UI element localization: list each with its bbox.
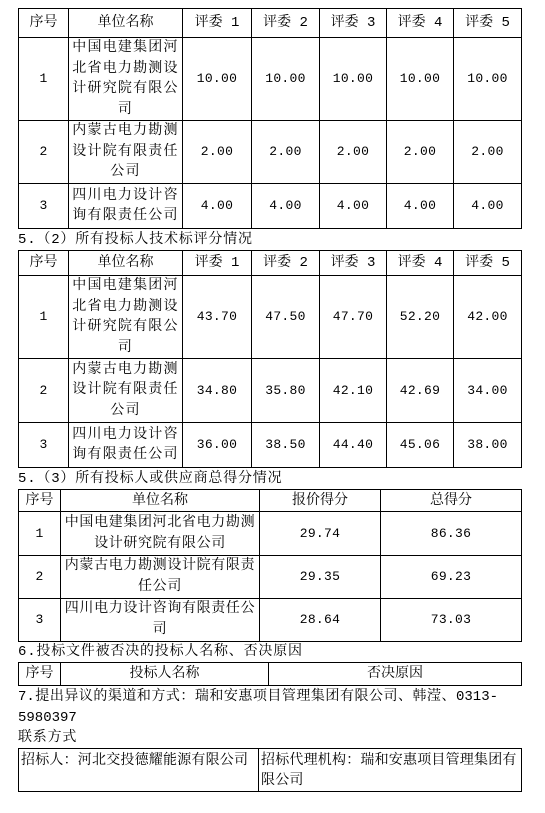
judge-score-table-2 (18, 250, 522, 468)
header-cell-judge: 评委 5 (454, 251, 522, 276)
bidder-name-cell: 中国电建集团河北省电力勘测设计研究院有限公司 (69, 38, 183, 121)
header-cell-number: 序号 (19, 663, 61, 686)
score-cell: 4.00 (183, 184, 252, 229)
table-header-row (19, 490, 522, 512)
header-cell-judge: 评委 2 (252, 251, 320, 276)
section-heading: 6.投标文件被否决的投标人名称、否决原因 (18, 644, 303, 660)
row-number-cell: 2 (19, 121, 69, 184)
total-score-cell: 73.03 (381, 599, 522, 642)
score-cell: 42.69 (387, 359, 454, 423)
row-number-cell: 1 (19, 276, 69, 359)
header-cell-judge: 评委 1 (183, 251, 252, 276)
header-cell-judge: 评委 3 (320, 251, 387, 276)
table-row (19, 184, 522, 229)
total-score-cell: 69.23 (381, 556, 522, 599)
price-score-cell: 29.35 (260, 556, 381, 599)
contact-table (18, 748, 522, 792)
row-number-cell: 3 (19, 184, 69, 229)
score-cell: 2.00 (454, 121, 522, 184)
table-header-row (19, 9, 522, 38)
score-cell: 45.06 (387, 423, 454, 468)
header-cell-judge: 评委 3 (320, 9, 387, 38)
table-header-row (19, 663, 522, 686)
score-cell: 42.00 (454, 276, 522, 359)
header-cell-total-score: 总得分 (381, 490, 522, 512)
score-cell: 38.00 (454, 423, 522, 468)
score-cell: 2.00 (252, 121, 320, 184)
table-row (19, 359, 522, 423)
table-row (19, 276, 522, 359)
agency-cell: 招标代理机构：瑞和安惠项目管理集团有限公司 (259, 749, 522, 792)
header-cell-name: 单位名称 (69, 9, 183, 38)
score-cell: 52.20 (387, 276, 454, 359)
section-heading: 5.（3）所有投标人或供应商总得分情况 (18, 471, 283, 487)
row-number-cell: 2 (19, 556, 61, 599)
price-score-cell: 29.74 (260, 512, 381, 556)
score-cell: 10.00 (320, 38, 387, 121)
score-cell: 38.50 (252, 423, 320, 468)
header-cell-judge: 评委 5 (454, 9, 522, 38)
header-cell-name: 单位名称 (61, 490, 260, 512)
table-row (19, 38, 522, 121)
total-score-cell: 86.36 (381, 512, 522, 556)
header-cell-judge: 评委 1 (183, 9, 252, 38)
score-cell: 10.00 (183, 38, 252, 121)
tenderer-cell: 招标人：河北交投德耀能源有限公司 (19, 749, 259, 792)
score-cell: 4.00 (454, 184, 522, 229)
bidder-name-cell: 四川电力设计咨询有限责任公司 (69, 184, 183, 229)
score-cell: 2.00 (320, 121, 387, 184)
row-number-cell: 1 (19, 38, 69, 121)
row-number-cell: 2 (19, 359, 69, 423)
header-cell-judge: 评委 2 (252, 9, 320, 38)
row-number-cell: 1 (19, 512, 61, 556)
header-cell-bidder-name: 投标人名称 (61, 663, 269, 686)
header-cell-name: 单位名称 (69, 251, 183, 276)
score-cell: 43.70 (183, 276, 252, 359)
bidder-name-cell: 中国电建集团河北省电力勘测设计研究院有限公司 (69, 276, 183, 359)
score-cell: 34.00 (454, 359, 522, 423)
table-row (19, 121, 522, 184)
row-number-cell: 3 (19, 423, 69, 468)
total-score-table (18, 489, 522, 642)
table-row (19, 749, 522, 792)
header-cell-number: 序号 (19, 490, 61, 512)
header-cell-number: 序号 (19, 251, 69, 276)
table-row (19, 599, 522, 642)
score-cell: 36.00 (183, 423, 252, 468)
header-cell-judge: 评委 4 (387, 251, 454, 276)
bidder-name-cell: 内蒙古电力勘测设计院有限责任公司 (69, 359, 183, 423)
row-number-cell: 3 (19, 599, 61, 642)
judge-score-table-1 (18, 8, 522, 229)
table-row (19, 423, 522, 468)
score-cell: 35.80 (252, 359, 320, 423)
contact-label: 联系方式 (18, 730, 78, 746)
score-cell: 10.00 (252, 38, 320, 121)
table-header-row (19, 251, 522, 276)
score-cell: 4.00 (320, 184, 387, 229)
bidder-name-cell: 内蒙古电力勘测设计院有限责任公司 (61, 556, 260, 599)
score-cell: 47.70 (320, 276, 387, 359)
score-cell: 10.00 (454, 38, 522, 121)
header-cell-number: 序号 (19, 9, 69, 38)
score-cell: 4.00 (252, 184, 320, 229)
score-cell: 34.80 (183, 359, 252, 423)
bidder-name-cell: 四川电力设计咨询有限责任公司 (61, 599, 260, 642)
score-cell: 4.00 (387, 184, 454, 229)
bidder-name-cell: 内蒙古电力勘测设计院有限责任公司 (69, 121, 183, 184)
price-score-cell: 28.64 (260, 599, 381, 642)
score-cell: 42.10 (320, 359, 387, 423)
rejected-bidders-table (18, 662, 522, 686)
score-cell: 10.00 (387, 38, 454, 121)
bidder-name-cell: 四川电力设计咨询有限责任公司 (69, 423, 183, 468)
header-cell-price-score: 报价得分 (260, 490, 381, 512)
score-cell: 2.00 (183, 121, 252, 184)
score-cell: 2.00 (387, 121, 454, 184)
header-cell-judge: 评委 4 (387, 9, 454, 38)
bidder-name-cell: 中国电建集团河北省电力勘测设计研究院有限公司 (61, 512, 260, 556)
section-heading: 5.（2）所有投标人技术标评分情况 (18, 232, 253, 248)
score-cell: 47.50 (252, 276, 320, 359)
table-row (19, 512, 522, 556)
table-row (19, 556, 522, 599)
header-cell-rejection-reason: 否决原因 (269, 663, 522, 686)
score-cell: 44.40 (320, 423, 387, 468)
objection-channel-paragraph: 7.提出异议的渠道和方式：瑞和安惠项目管理集团有限公司、韩滢、0313-5980397 (18, 689, 498, 726)
